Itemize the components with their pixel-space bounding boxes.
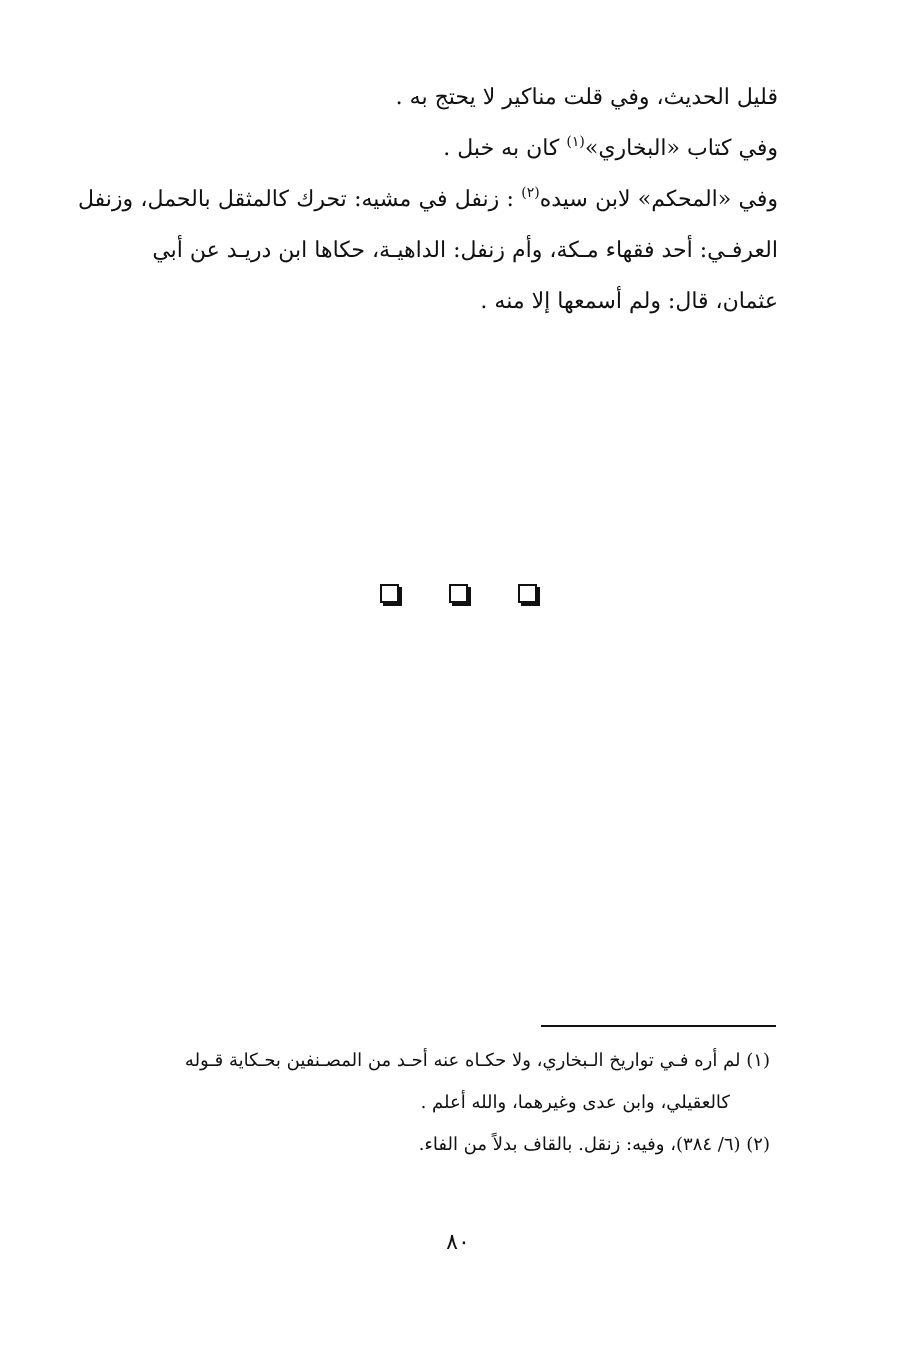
footnote-2: (٢) (٦/ ٣٨٤)، وفيه: زنقل. بالقاف بدلاً من الفاء. xyxy=(418,1134,770,1155)
main-text xyxy=(78,72,778,327)
footnotes xyxy=(78,1040,770,1166)
body-paragraph-3-text: وفي «المحكم» لابن سيده xyxy=(539,187,779,212)
body-paragraph-3 xyxy=(78,174,778,276)
body-line-2 xyxy=(78,123,778,174)
square-ornament-icon xyxy=(518,584,537,603)
body-line-2-tail: كان به خبل . xyxy=(443,136,567,161)
body-paragraph-3-last-line: عثمان، قال: ولم أسمعها إلا منه . xyxy=(480,289,778,314)
body-line-2-text: وفي كتاب «البخاري» xyxy=(584,136,778,161)
footnote-1-line-1: (١) لم أره فـي تواريخ الـبخاري، ولا حكـاه عنه أحـد من المصـنفين بحـكاية قـوله xyxy=(184,1050,770,1071)
footnote-divider xyxy=(541,1025,776,1027)
body-line-1: قليل الحديث، وفي قلت مناكير لا يحتج به . xyxy=(395,85,778,110)
square-ornament-icon xyxy=(449,584,468,603)
body-paragraph-3-tail: : زنفل في مشيه: تحرك كالمثقل بالحمل، وزنفل العرفـي: أحد فقهاء مـكة، وأم زنفل: الداهيـة، حكاها ابن دريـد عن أبي xyxy=(78,187,778,263)
footnote-ref-1[interactable]: (١) xyxy=(566,134,585,150)
footnote-1-line-2: كالعقيلي، وابن عدى وغيرهما، والله أعلم . xyxy=(420,1092,730,1113)
page-number: ٨٠ xyxy=(446,1230,470,1255)
footnote-ref-2[interactable]: (٢) xyxy=(521,185,540,201)
section-separator xyxy=(0,584,916,603)
square-ornament-icon xyxy=(380,584,399,603)
